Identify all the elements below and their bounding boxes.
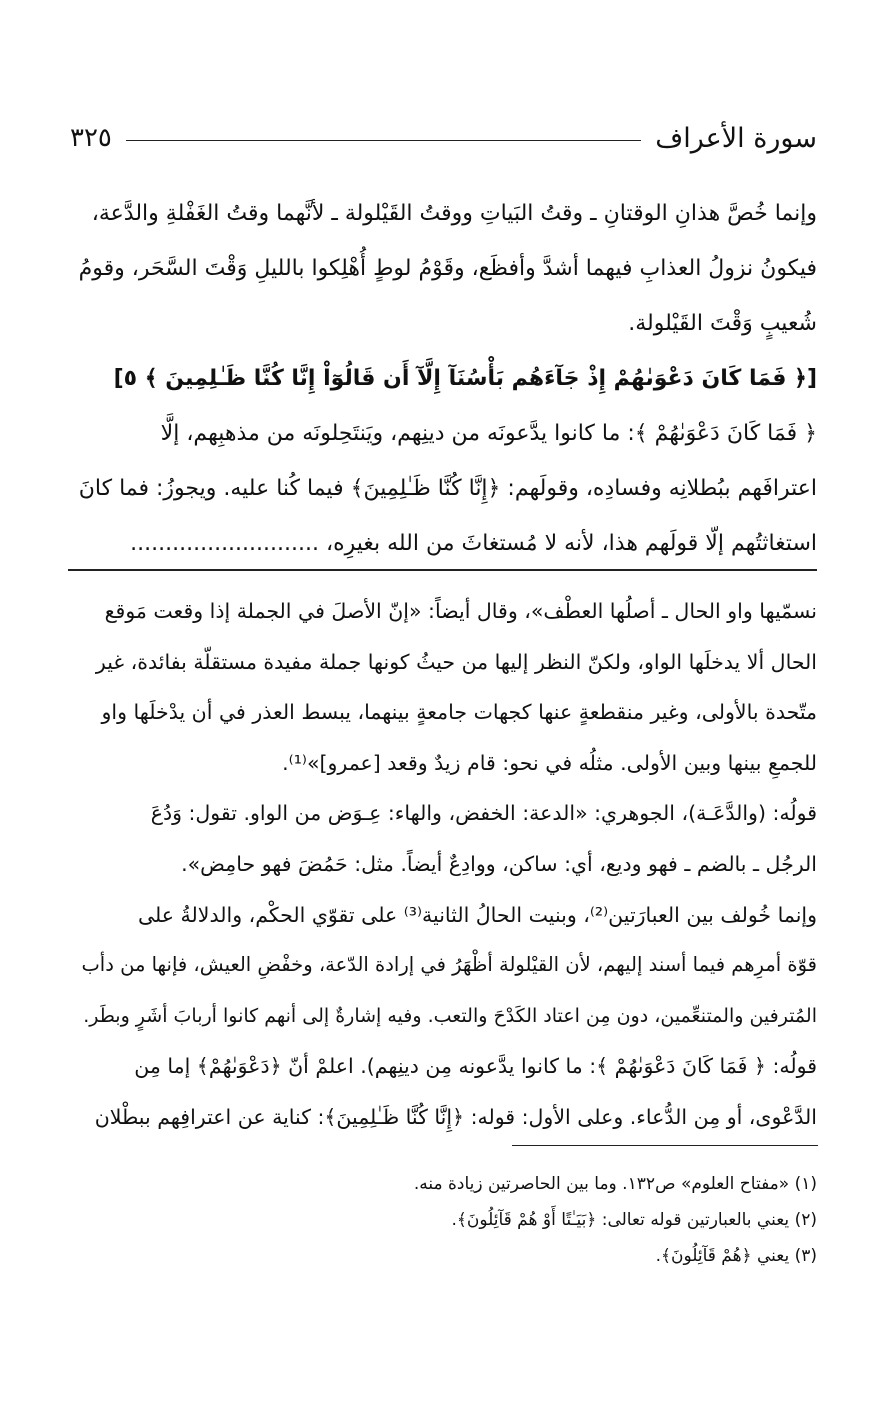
main-line: شُعيبٍ وَقْتَ القَيْلولة. bbox=[628, 311, 817, 336]
page-header bbox=[70, 118, 817, 158]
surah-title: سورة الأعراف bbox=[655, 122, 817, 154]
main-line: استغاثتُهم إلّا قولَهم هذا، لأنه لا مُستغاثَ من الله بغيرِه، ........................... bbox=[130, 531, 817, 556]
commentary-text bbox=[68, 586, 817, 1143]
footnotes bbox=[68, 1166, 817, 1274]
main-line: فيكونُ نزولُ العذابِ فيهما أشدَّ وأفظَع، وقَوْمُ لوطٍ أُهْلِكوا بالليلِ وَقْتَ السَّحَر، وقومُ bbox=[78, 256, 817, 281]
commentary-line: نسمّيها واو الحال ـ أصلُها العطْف»، وقال أيضاً: «إنّ الأصلَ في الجملة إذا وقعت مَوقع bbox=[104, 599, 817, 623]
commentary-line: المُترفين والمتنعِّمين، دون مِن اعتاد الكَدْحَ والتعب. وفيه إشارةٌ إلى أنهم كانوا أربابَ أشَرٍ وبطَر. bbox=[83, 1004, 817, 1027]
verse-line: [﴿ فَمَا كَانَ دَعْوَىٰهُمْ إِذْ جَآءَهُم بَأْسُنَآ إِلَّآ أَن قَالُوٓاْ إِنَّا كُنَّا ظَـٰلِمِينَ ﴾ ٥] bbox=[113, 366, 817, 391]
main-line: اعترافَهم ببُطلانِه وفسادِه، وقولَهم: ﴿إِنَّا كُنَّا ظَـٰلِمِينَ﴾ فيما كُنا عليه. ويجوزُ: فما كانَ bbox=[78, 476, 817, 501]
commentary-line: قوّة أمرِهم فيما أسند إليهم، لأن القيْلولة أظْهَرُ في إرادة الدّعة، وخفْضِ العيش، فإنها من دأب bbox=[81, 953, 817, 977]
commentary-line: وإنما خُولف بين العبارَتين⁽²⁾، وبنيت الحالُ الثانية⁽³⁾ على تقوّي الحكْم، والدلالةُ على bbox=[137, 902, 817, 927]
footnote: (٣) يعني ﴿هُمْ قَآئِلُونَ﴾. bbox=[655, 1246, 817, 1266]
footnote: (١) «مفتاح العلوم» ص١٣٢. وما بين الحاصرتين زيادة منه. bbox=[413, 1174, 817, 1194]
commentary-line: قولُه: ﴿ فَمَا كَانَ دَعْوَىٰهُمْ ﴾: ما كانوا يدَّعونه مِن دينِهم). اعلمْ أنّ ﴿دَعْوَىٰهُمْ﴾ إما مِن bbox=[134, 1054, 817, 1079]
commentary-line: قولُه: (والدَّعَـة)، الجوهري: «الدعة: الخفض، والهاء: عِـوَض من الواو. تقول: وَدُعَ bbox=[150, 801, 817, 826]
main-line: وإنما خُصَّ هذانِ الوقتانِ ـ وقتُ البَياتِ ووقتُ القَيْلولة ـ لأنَّهما وقتُ الغَفْلةِ والدَّعة، bbox=[91, 201, 817, 226]
commentary-line: الحال ألا يدخلَها الواو، ولكنّ النظر إليها من حيثُ كونها جملة مفيدة مستقلّة بفائدة، غير bbox=[95, 649, 817, 674]
commentary-line: الرجُل ـ بالضم ـ فهو وديع، أي: ساكن، ووادِعٌ أيضاً. مثل: حَمُضَ فهو حامِض». bbox=[181, 851, 817, 876]
footnote-rule bbox=[512, 1145, 818, 1146]
commentary-line: الدَّعْوى، أو مِن الدُّعاء. وعلى الأول: قوله: ﴿إِنَّا كُنَّا ظَـٰلِمِينَ﴾: كناية عن اعترافِهم ببطْلان bbox=[94, 1104, 817, 1129]
main-text bbox=[68, 186, 817, 571]
commentary-line: متّحدة بالأولى، وغير منقطعةٍ عنها كجهات جامعةٍ بينهما، يبسط العذر في أن يدْخلَها واو bbox=[101, 700, 817, 725]
section-divider bbox=[68, 569, 817, 571]
footnote: (٢) يعني بالعبارتين قوله تعالى: ﴿بَيَـٰتًا أَوْ هُمْ قَآئِلُونَ﴾. bbox=[451, 1210, 817, 1230]
main-line: ﴿ فَمَا كَانَ دَعْوَىٰهُمْ ﴾: ما كانوا يدَّعونَه من دينِهم، ويَنتَحِلونَه من مذهبِهم، إلَّا bbox=[160, 421, 817, 446]
page-number: ٣٢٥ bbox=[70, 123, 112, 153]
header-rule bbox=[126, 140, 641, 141]
commentary-line: للجمعِ بينها وبين الأولى. مثلُه في نحو: قام زيدٌ وقعد [عمرو]»⁽¹⁾. bbox=[282, 750, 817, 775]
